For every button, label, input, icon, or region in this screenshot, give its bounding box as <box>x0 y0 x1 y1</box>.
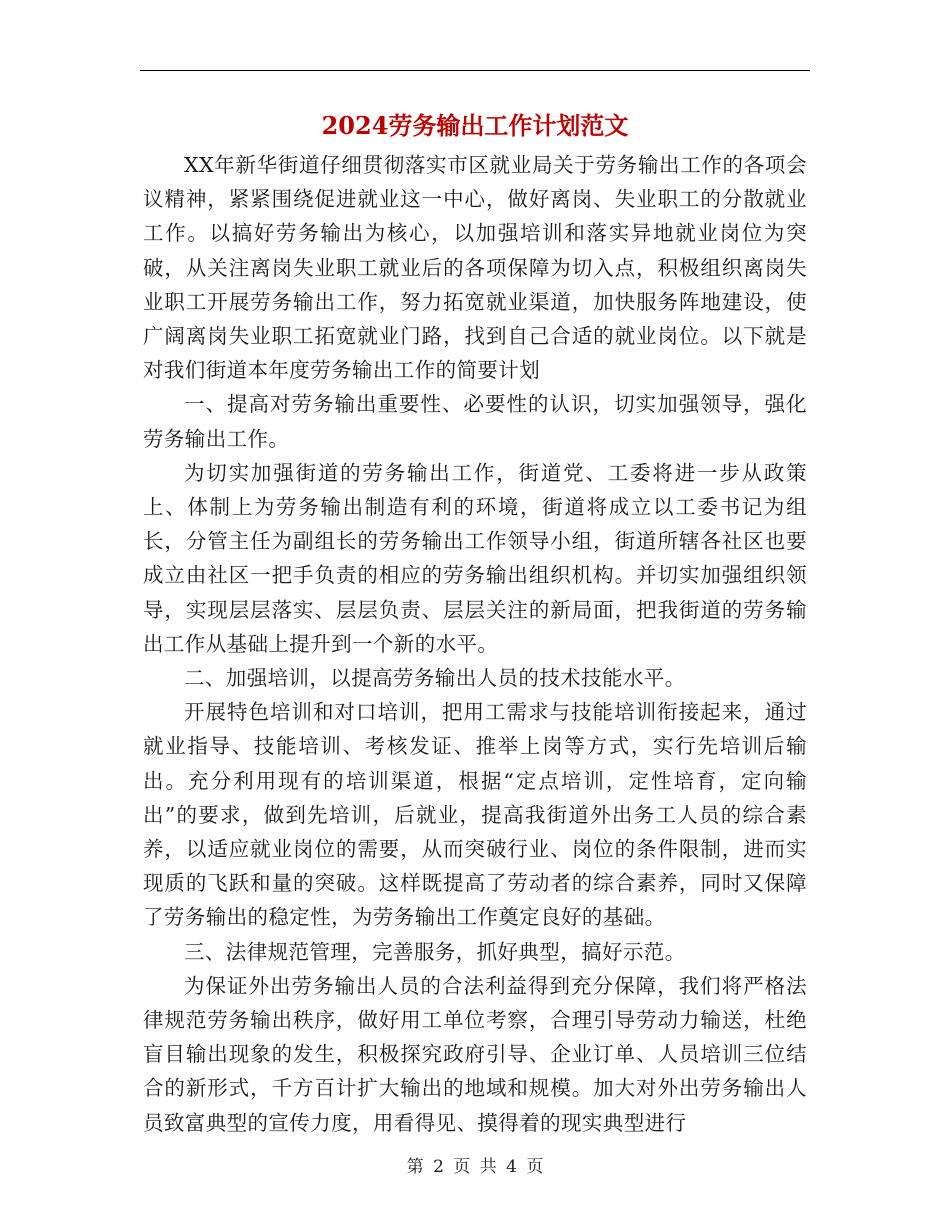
paragraph-intro: XX年新华街道仔细贯彻落实市区就业局关于劳务输出工作的各项会议精神，紧紧围绕促进就业这一中心，做好离岗、失业职工的分散就业工作。以搞好劳务输出为核心，以加强培训和落实异地就业岗位为突破，从关注离岗失业职工就业后的各项保障为切入点，积极组织离岗失业职工开展劳务输出工作，努力拓宽就业渠道，加快服务阵地建设，使广阔离岗失业职工拓宽就业门路，找到自己合适的就业岗位。以下就是对我们街道本年度劳务输出工作的简要计划 <box>143 153 807 383</box>
section-heading-2: 二、加强培训，以提高劳务输出人员的技术技能水平。 <box>184 666 686 691</box>
document-title: 2024劳务输出工作计划范文 <box>321 111 629 140</box>
document-body <box>143 148 807 1140</box>
section-heading-1: 一、提高对劳务输出重要性、必要性的认识，切实加强领导，强化劳务输出工作。 <box>143 392 807 451</box>
section-heading-3: 三、法律规范管理，完善服务，抓好典型，搞好示范。 <box>184 939 686 964</box>
paragraph-section-1: 为切实加强街道的劳务输出工作，街道党、工委将进一步从政策上、体制上为劳务输出制造有利的环境，街道将成立以工委书记为组长，分管主任为副组长的劳务输出工作领导小组，街道所辖各社区也要成立由社区一把手负责的相应的劳务输出组织机构。并切实加强组织领导，实现层层落实、层层负责、层层关注的新局面，把我街道的劳务输出工作从基础上提升到一个新的水平。 <box>143 460 807 656</box>
header-rule <box>140 70 810 71</box>
paragraph-section-2: 开展特色培训和对口培训，把用工需求与技能培训衔接起来，通过就业指导、技能培训、考核发证、推举上岗等方式，实行先培训后输出。充分利用现有的培训渠道，根据“定点培训，定性培育，定向输出”的要求，做到先培训，后就业，提高我街道外出务工人员的综合素养，以适应就业岗位的需要，从而突破行业、岗位的条件限制，进而实现质的飞跃和量的突破。这样既提高了劳动者的综合素养，同时又保障了劳务输出的稳定性，为劳务输出工作奠定良好的基础。 <box>143 700 807 930</box>
paragraph-section-3: 为保证外出劳务输出人员的合法利益得到充分保障，我们将严格法律规范劳务输出秩序，做好用工单位考察，合理引导劳动力输送，杜绝盲目输出现象的发生，积极探究政府引导、企业订单、人员培训三位结合的新形式，千方百计扩大输出的地域和规模。加大对外出劳务输出人员致富典型的宣传力度，用看得见、摸得着的现实典型进行 <box>143 973 807 1135</box>
page-number: 第 2 页 共 4 页 <box>406 1157 544 1177</box>
